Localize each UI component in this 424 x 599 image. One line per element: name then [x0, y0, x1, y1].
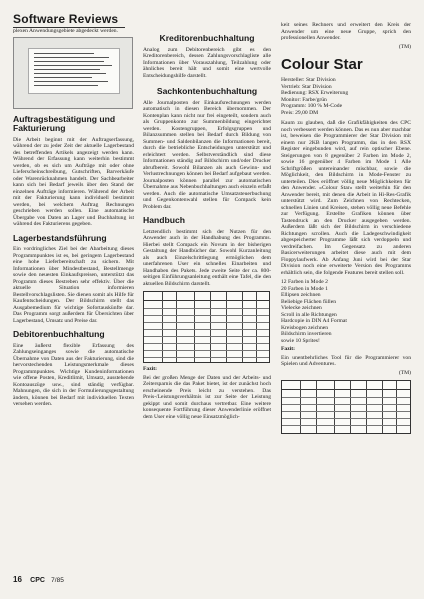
feature-item: Kreisbogen zeichnen [281, 324, 329, 331]
spec-item: Hersteller: Star Division [281, 77, 336, 83]
column-3 [281, 22, 411, 562]
paragraph-kreditoren: Analog zum Debitorenbereich gibt es den Kreditorenbereich, dessen Zahlungsvorschlagliste alle Informationen über Vorauszahlung, Teilzahlung oder ähnliches bereit hält und somit eine wertvolle Entscheidungshilfe darstellt. [143, 46, 271, 79]
paragraph-fazit-col2: Bei der großen Menge der Daten und der Arbeits- und Zeitersparnis die das Paket bietet, ist der zunächst hoch erscheinende Preis leicht zu verstehen. Das Preis-/Leistungsverhältnis ist zur Seite der Leistung gekippt und somit durchaus vertretbar. Eine weitere konsequente Fortführung dieser Anwenderlinie eröffnet dem User eine völlig neue Einsatzmöglich- [143, 374, 271, 420]
column-2 [143, 30, 271, 570]
spec-item: Monitor: Farbe/grün [281, 96, 327, 103]
heading-auftrag: Auftragsbestätigung und Fakturierung [13, 113, 116, 133]
paragraph-debitoren: Eine äußerst flexible Erfassung des Zahlungseinganges sowie die automatische Übernahme von Daten aus der Fakturierung, sind die hervorstechenden Leistungsmerkmale dieses Programmpunktes. Wichtige Kundeninformationen wie offene Posten, Kreditlimit, Umsatz, ausstehende Kontoauszüge usw., sind ständig verfügbar. Mahnungen, die sich in der Formulierungsgestaltung ändern, können bei Bedarf mit individuellen Texten versehen werden. [13, 342, 134, 407]
heading-sachkonten: Sachkontenbuchhaltung [156, 86, 258, 96]
paragraph-colour-star: Kaum zu glauben, daß die Grafikfähigkeiten des CPC noch verbessert werden können. Das es nun aber machbar ist, beweisen die Programmierer der Star Division mit einem nur 2KB langen Programm, das in den RSX Register eingebunden wird, auf rein optischer Ebene. Steigerungen von 8 gegenüber 2 Farben im Mode 2, sowie 16 gegenüber 4 Farben im Mode 1 Alle Schriftgrößen untereinander mischbar, sowie die Möglichkeit, den Bildschirm in Mode-Fenster zu unterteilen. Dies eröffnet völlig neue Möglichkeiten für den Anwender. »Colour Star« stellt weiterhin für den Anwender bereit, mit denen die Arbeit in Hi-Res-Grafik unterstützt wird. Zum Zeichnen von Rechtecken, schnellen Linien und Kreisen, stehen völlig neue Befehle zur Verfügung. Erstellte Grafiken können über Tastendruck an den Drucker ausgegeben werden. Außerdem läßt sich der Bildschirm in verschiedene Richtungen scrollen. Auch die Ladegeschwindigkeit abgespeicherter Programme läßt sich verdoppeln und verdreifachen. Im Gegensatz zu anderen Basicerweiterungen arbeitet diese auch mit dem Floppylaufwerk. Ab Anfang Juni wird bei der Star Division noch eine erweiterte Version des Programms erhältlich sein, die folgende Features bereit stellen soll. [281, 120, 411, 276]
col1-intro: plexen Anwendungsgebiete abgedeckt werden. [13, 28, 118, 34]
feature-item: 12 Farben in Mode 2 [281, 279, 328, 285]
paragraph-handbuch: Letztendlich bestimmt sich der Nutzen für den Anwender auch in der Handhabung des Programms. Hierbei stellt Compack ein Novum in der bisherigen Gestaltung der Handbücher dar. Sowohl Kurzanleitung als auch Einzelschrittlegung ermöglichen dem unerfahrenen User ein schnelles Einarbeiten und Handhaben des Pakets. Jede zweite Seite der ca. 800-seitigen Einführungsanleitung enthält eine Tafel, die den aktuellen Bildschirm darstellt. [143, 228, 271, 287]
feature-item: Bildschirm invertieren [281, 331, 332, 337]
spec-list [281, 77, 411, 116]
feature-item: Ellipsen zeichnen [281, 292, 321, 298]
heading-handbuch: Handbuch [143, 215, 186, 225]
feature-item: 20 Farben in Mode 1 [281, 285, 328, 292]
feature-item: Scroll in alle Richtungen [281, 311, 337, 318]
fazit-label-col2: Fazit: [143, 366, 157, 372]
feature-item: Vielecke zeichnen [281, 305, 322, 311]
screenshot-display [28, 48, 120, 94]
paragraph-lager: Ein vordringliches Ziel bei der Abarbeitung dieses Programmpunktes ist es, bei geringem Lagerbestand eine hohe Lieferbereitschaft zu sichern. Mit Informationen über Mindestbestand, Bestellmenge sowie den neuesten Einkaufspreisen, unterstützt das Programm dieses Bestreben sehr effektiv. Über die aktuelle Situation informieren Bestellvorschlagslisten. Sie dienen somit als Hilfe für Kaufentscheidungen. Der Bildschirm stellt das Ausgabemedium für wichtige Sofortauskünfte dar. Das Programm sorgt außerdem für Übersichten über Lagerbestand, Umsatz und Preise dar. [13, 246, 134, 324]
fazit-label-col3: Fazit: [281, 346, 295, 352]
issue-number: 7/85 [51, 577, 64, 584]
spec-item: Bedienung: RSX Erweiterung [281, 90, 349, 96]
heading-debitoren: Debitorenbuchhaltung [13, 329, 105, 339]
page-number: 16 [13, 575, 22, 584]
screenshot-image [13, 37, 133, 109]
article-title: Colour Star [281, 56, 363, 73]
feature-item: sowie 10 Sprites! [281, 337, 320, 344]
paragraph-continuation: keit seines Rechners und erweitert den Kreis der Anwender um eine neue Gruppe, sprich den professionellen Anwender. [281, 22, 411, 41]
spec-item: Preis: 29,00 DM [281, 109, 319, 116]
page-footer [13, 575, 64, 584]
author-mark-2: (TM) [398, 369, 411, 376]
author-mark-1: (TM) [398, 43, 411, 50]
heading-kreditoren: Kreditorenbuchhaltung [159, 33, 255, 43]
heading-lager: Lagerbestandsführung [13, 232, 107, 243]
grid-table-image [143, 291, 270, 363]
feature-list [281, 279, 411, 344]
spec-item: Programm: 100 % M-Code [281, 103, 343, 109]
feature-item: Hardcopie in DIN A4 Format [281, 318, 347, 324]
magazine-name: CPC [30, 577, 45, 584]
feature-item: Beliebige Flächen füllen [281, 298, 336, 305]
paragraph-fazit-col3: Ein unentbehrliches Tool für die Programmierer von Spielen und Adventures. [281, 354, 411, 367]
spec-item: Vertrieb: Star Division [281, 83, 332, 90]
column-1 [13, 28, 134, 568]
paragraph-auftrag: Die Arbeit beginnt mit der Auftragserfassung, während der zu jeder Zeit der aktuelle Lagerbestand des betreffenden Artikels angezeigt werden kann. Während der Erfassung kann weiterhin bestimmt werden, ob es sich um Aufträge mit oder ohne Lieferscheinschreibung, Gutschriften, Barverkäufe oder Warenrücknahmen handelt. Der Sachbearbeiter kann sich bei Bedarf jeweils über den Stand der einzelnen Aufträge informieren. Während der Arbeit mit der Fakturierung kann individuell bestimmt werden, bei welchem Auftrag Rechnungen geschrieben werden sollen. Eine automatische Übergabe von Daten an Lager und Buchhaltung ist während des Fakturierens gegeben. [13, 136, 134, 227]
paragraph-sachkonten: Alle Journalposten der Einkaufsrechnungen werden automatisch in diesen Bereich übernommen. Der Kontenplan kann nicht nur frei eingeteilt, sondern auch als Gruppenkonto zur Summenbildung eingerichtet werden. Kostengruppen, Erfolgsgruppen und Bilanzsummen stellen bei Bedarf durch Bildung von Summen- und Saldenbilanzen die Informationen bereit, durch die betriebliche Entscheidungen unterstützt und erleichtert werden. Selbstverständlich sind diese Informationen ständig auf Bildschirm und/oder Drucker abrufbereit. Sowohl Bilanzen als auch Gewinn- und Verlustrechnungen können bei Bedarf aufgebaut werden. Journalposten können parallel zur automatischen Übernahme aus Nebenbuchhaltungen auch einzeln erfaßt werden. Auch die automatische Umsatzsteuerbuchung und Gegenkontenwahl stellen für Compack kein Problem dar. [143, 99, 271, 210]
grid-table-header-2 [282, 381, 410, 390]
grid-table-image-2 [281, 380, 411, 434]
section-title: Software Reviews [13, 12, 119, 26]
